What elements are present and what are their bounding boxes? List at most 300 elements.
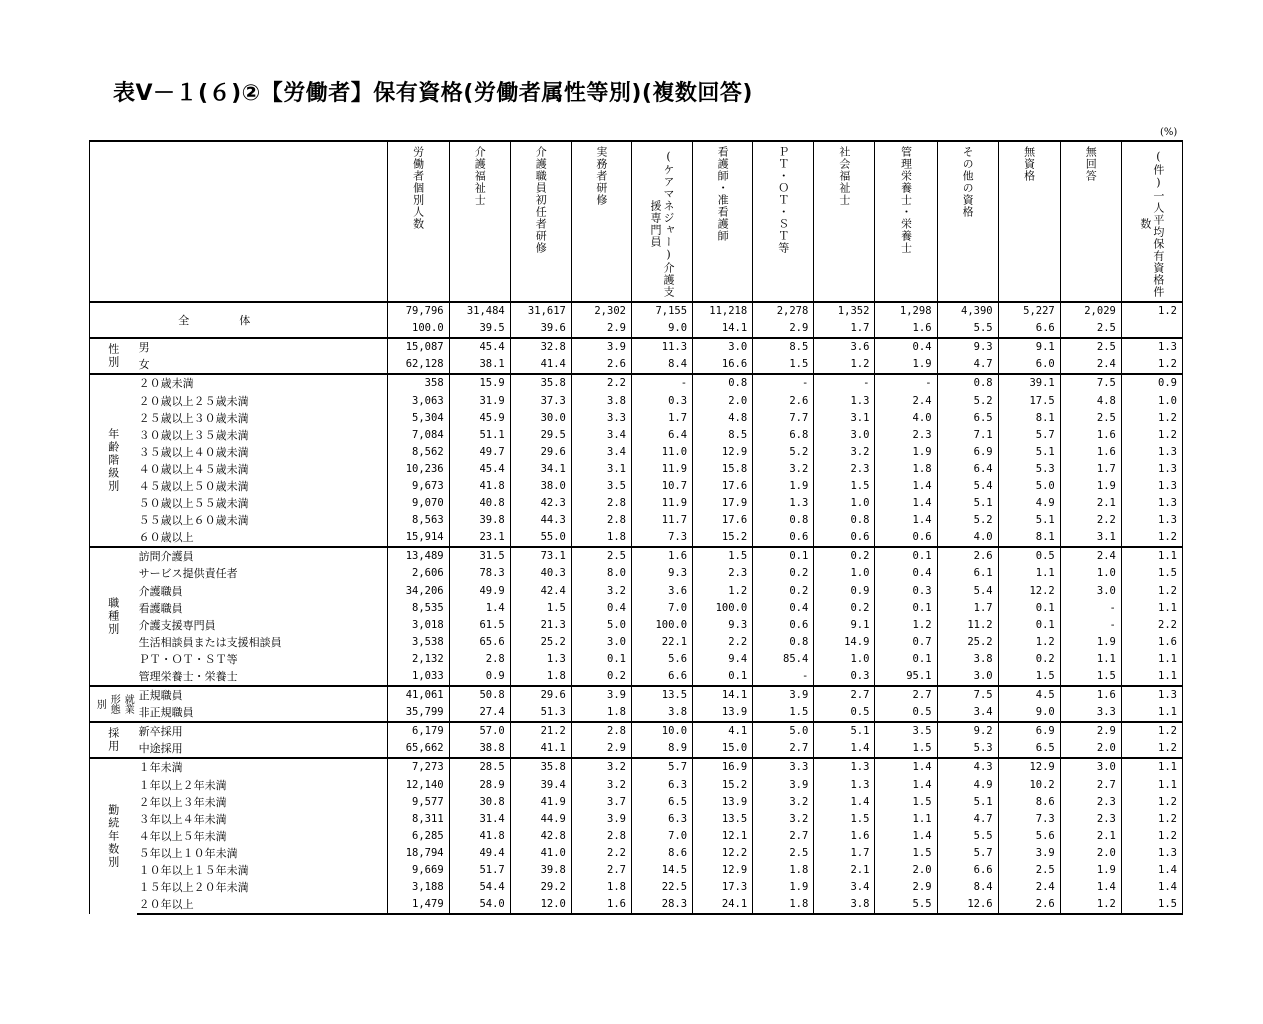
table-cell: 12.9 <box>693 862 753 879</box>
table-cell: 5.7 <box>998 427 1060 444</box>
row-label: 生活相談員または支援相談員 <box>137 634 387 651</box>
table-cell: 6,285 <box>387 828 449 845</box>
table-cell: 3.7 <box>571 794 631 811</box>
table-cell: 2.9 <box>875 879 937 896</box>
table-cell: 41.8 <box>449 478 510 495</box>
table-row <box>90 896 1183 914</box>
table-cell: 1.5 <box>814 478 875 495</box>
table-cell: 6.6 <box>998 320 1060 338</box>
table-cell: 44.3 <box>510 512 571 529</box>
table-cell: 0.4 <box>875 338 937 356</box>
table-cell: 39.6 <box>510 320 571 338</box>
table-cell: 11.3 <box>631 338 692 356</box>
table-cell: 0.1 <box>875 651 937 668</box>
table-cell: 1.9 <box>1060 862 1121 879</box>
table-cell: 0.5 <box>998 547 1060 565</box>
table-cell: 5.6 <box>998 828 1060 845</box>
table-row <box>90 722 1183 740</box>
table-cell: 3.0 <box>937 668 998 686</box>
table-cell: 30.8 <box>449 794 510 811</box>
table-cell: 0.9 <box>814 583 875 600</box>
table-cell: 21.3 <box>510 617 571 634</box>
table-cell: 1.5 <box>875 740 937 758</box>
row-label: 訪問介護員 <box>137 547 387 565</box>
table-cell: 1.1 <box>1121 600 1182 617</box>
total-label: 全体 <box>90 302 388 338</box>
row-label: ３年以上４年未満 <box>137 811 387 828</box>
table-cell: 2.4 <box>998 879 1060 896</box>
table-cell: 1.1 <box>1121 547 1182 565</box>
table-cell: 1.9 <box>1060 478 1121 495</box>
table-cell: 0.2 <box>998 651 1060 668</box>
table-cell: 1.4 <box>1121 862 1182 879</box>
table-cell: 65.6 <box>449 634 510 651</box>
table-cell: 3,018 <box>387 617 449 634</box>
table-cell: 1.2 <box>1121 302 1182 320</box>
table-cell: 6.4 <box>937 461 998 478</box>
table-cell: 1.9 <box>1060 634 1121 651</box>
table-cell: 2.5 <box>998 862 1060 879</box>
table-cell: 5.0 <box>753 722 814 740</box>
row-label: ４０歳以上４５歳未満 <box>137 461 387 478</box>
table-cell: 6.5 <box>998 740 1060 758</box>
table-cell: 3.9 <box>998 845 1060 862</box>
table-cell: 1.3 <box>753 495 814 512</box>
table-cell: 4.9 <box>937 777 998 794</box>
table-cell: 0.1 <box>693 668 753 686</box>
table-cell: 39.8 <box>510 862 571 879</box>
table-cell: 6.5 <box>937 410 998 427</box>
table-cell: 1.1 <box>1121 668 1182 686</box>
table-cell: 1.8 <box>571 704 631 722</box>
table-cell: 1.9 <box>753 879 814 896</box>
table-cell: 3.4 <box>571 444 631 461</box>
table-cell: 3.1 <box>814 410 875 427</box>
table-cell: 5.7 <box>631 758 692 776</box>
table-cell: 1.5 <box>875 845 937 862</box>
table-cell: 2.8 <box>571 722 631 740</box>
table-cell: 41.8 <box>449 828 510 845</box>
table-cell: 2.6 <box>937 547 998 565</box>
table-cell: 54.0 <box>449 896 510 914</box>
table-cell: 38.1 <box>449 356 510 374</box>
table-cell: 4.1 <box>693 722 753 740</box>
table-cell: 27.4 <box>449 704 510 722</box>
table-cell: 13.9 <box>693 794 753 811</box>
table-cell: 23.1 <box>449 529 510 547</box>
table-cell: 2.0 <box>693 392 753 409</box>
table-cell: 6.5 <box>631 794 692 811</box>
table-row <box>90 356 1183 374</box>
table-cell: 11.7 <box>631 512 692 529</box>
table-row <box>90 617 1183 634</box>
row-label: 女 <box>137 356 387 374</box>
table-cell: 17.9 <box>693 495 753 512</box>
table-cell: 8.9 <box>631 740 692 758</box>
table-cell: 100.0 <box>693 600 753 617</box>
table-cell: 1.3 <box>1121 495 1182 512</box>
row-label: ５０歳以上５５歳未満 <box>137 495 387 512</box>
table-cell: 3.9 <box>753 686 814 704</box>
table-cell: 3.9 <box>571 686 631 704</box>
table-cell: 12.2 <box>693 845 753 862</box>
table-cell: 2.3 <box>875 427 937 444</box>
table-cell: 0.1 <box>753 547 814 565</box>
table-cell: 7.0 <box>631 828 692 845</box>
table-cell: 10.0 <box>631 722 692 740</box>
table-cell: 35.8 <box>510 758 571 776</box>
table-cell: 5.2 <box>937 512 998 529</box>
table-cell: 3.9 <box>571 338 631 356</box>
table-cell: 0.1 <box>875 600 937 617</box>
table-cell: 14.1 <box>693 320 753 338</box>
table-cell: 9.0 <box>631 320 692 338</box>
table-cell: 3.2 <box>753 794 814 811</box>
table-cell: 8.4 <box>937 879 998 896</box>
group-label <box>90 686 137 722</box>
table-cell: 1,352 <box>814 302 875 320</box>
table-cell: 49.4 <box>449 845 510 862</box>
table-cell: 78.3 <box>449 565 510 582</box>
table-cell: 17.6 <box>693 478 753 495</box>
table-cell: 1.6 <box>631 547 692 565</box>
table-cell: 9,669 <box>387 862 449 879</box>
table-cell: 3.4 <box>937 704 998 722</box>
table-cell: 5.2 <box>753 444 814 461</box>
table-cell: 5.5 <box>875 896 937 914</box>
table-cell: 0.9 <box>1121 374 1182 392</box>
table-row <box>90 427 1183 444</box>
table-cell: 1.8 <box>753 896 814 914</box>
table-row <box>90 600 1183 617</box>
table-cell: 1.4 <box>875 828 937 845</box>
row-label: １５年以上２０年未満 <box>137 879 387 896</box>
table-cell: 15.9 <box>449 374 510 392</box>
table-cell: 65,662 <box>387 740 449 758</box>
table-row <box>90 828 1183 845</box>
row-label: １年以上２年未満 <box>137 777 387 794</box>
table-cell: - <box>753 668 814 686</box>
table-cell: 1.6 <box>1060 686 1121 704</box>
table-cell: 41.0 <box>510 845 571 862</box>
table-cell: 1,033 <box>387 668 449 686</box>
table-cell: 0.8 <box>753 512 814 529</box>
table-cell: 5,227 <box>998 302 1060 320</box>
table-cell: 4,390 <box>937 302 998 320</box>
table-cell: 50.8 <box>449 686 510 704</box>
table-cell: 15.2 <box>693 777 753 794</box>
table-cell: 2.1 <box>1060 828 1121 845</box>
table-cell: 0.6 <box>753 617 814 634</box>
table-cell: 31.9 <box>449 392 510 409</box>
table-cell: 1.2 <box>1121 828 1182 845</box>
table-cell: 2.3 <box>1060 794 1121 811</box>
table-cell: 1.2 <box>1121 722 1182 740</box>
table-cell: 38.8 <box>449 740 510 758</box>
table-cell: 1.0 <box>1121 392 1182 409</box>
table-cell: 3.0 <box>814 427 875 444</box>
group-label: 職種別 <box>90 547 137 686</box>
row-label: 中途採用 <box>137 740 387 758</box>
table-cell: 1.1 <box>1121 777 1182 794</box>
table-cell: 1.3 <box>1121 478 1182 495</box>
table-cell: 0.9 <box>449 668 510 686</box>
table-cell: 61.5 <box>449 617 510 634</box>
group-label-part: 形態 <box>108 694 120 715</box>
table-cell: 1.6 <box>1060 427 1121 444</box>
table-cell: 1.6 <box>875 320 937 338</box>
table-cell: 1.2 <box>693 583 753 600</box>
table-cell: 1.5 <box>693 547 753 565</box>
table-cell: 5.5 <box>937 320 998 338</box>
col-header-9: その他の資格 <box>937 141 998 302</box>
table-cell: 1.4 <box>875 512 937 529</box>
table-cell: 1.2 <box>1121 583 1182 600</box>
table-cell: 7.7 <box>753 410 814 427</box>
table-cell: 6.1 <box>937 565 998 582</box>
table-cell: 0.1 <box>998 600 1060 617</box>
table-row <box>90 845 1183 862</box>
table-cell: 3.2 <box>571 583 631 600</box>
table-cell: 5.2 <box>937 392 998 409</box>
table-cell: 41,061 <box>387 686 449 704</box>
table-cell: 13.5 <box>631 686 692 704</box>
table-cell: 42.8 <box>510 828 571 845</box>
table-cell: 3.6 <box>631 583 692 600</box>
table-cell: 1.0 <box>814 565 875 582</box>
table-cell: 1.4 <box>449 600 510 617</box>
group-label: 性別 <box>90 338 137 374</box>
table-cell: 6.6 <box>631 668 692 686</box>
table-cell: 1.6 <box>1060 444 1121 461</box>
table-row <box>90 634 1183 651</box>
table-cell: 2,278 <box>753 302 814 320</box>
table-cell: 0.5 <box>814 704 875 722</box>
group-label-part: 別 <box>94 699 106 710</box>
group-label: 採用 <box>90 722 137 758</box>
col-header-4: (ケアマネジャー)介護支援専門員 <box>631 141 692 302</box>
table-cell: 1.2 <box>814 356 875 374</box>
table-cell: 0.8 <box>693 374 753 392</box>
table-cell: 7.3 <box>998 811 1060 828</box>
row-label: ２年以上３年未満 <box>137 794 387 811</box>
table-cell: 1.8 <box>753 862 814 879</box>
table-cell: 1.3 <box>1121 512 1182 529</box>
table-cell: 0.2 <box>753 583 814 600</box>
table-cell: 0.1 <box>998 617 1060 634</box>
table-cell: 9,070 <box>387 495 449 512</box>
table-cell: 1.0 <box>814 495 875 512</box>
table-cell: 54.4 <box>449 879 510 896</box>
table-cell: 1.8 <box>510 668 571 686</box>
table-cell: 13,489 <box>387 547 449 565</box>
qualification-table <box>89 140 1183 915</box>
table-cell: 1.4 <box>814 740 875 758</box>
table-cell: 6.8 <box>753 427 814 444</box>
table-cell: 35,799 <box>387 704 449 722</box>
table-cell: 39.4 <box>510 777 571 794</box>
table-cell: 13.9 <box>693 704 753 722</box>
table-cell: 9.4 <box>693 651 753 668</box>
table-cell: 7,273 <box>387 758 449 776</box>
table-cell: 51.7 <box>449 862 510 879</box>
table-cell: 3.3 <box>753 758 814 776</box>
table-cell: 40.8 <box>449 495 510 512</box>
table-cell: 3.1 <box>1060 529 1121 547</box>
table-cell: 7.3 <box>631 529 692 547</box>
table-cell: 8,535 <box>387 600 449 617</box>
row-label: サービス提供責任者 <box>137 565 387 582</box>
table-cell: 3.5 <box>571 478 631 495</box>
table-cell: 1.5 <box>510 600 571 617</box>
table-cell: 1.9 <box>875 356 937 374</box>
table-cell: 1.1 <box>875 811 937 828</box>
table-row <box>90 758 1183 776</box>
table-cell: 4.5 <box>998 686 1060 704</box>
table-cell: 2.5 <box>1060 320 1121 338</box>
table-cell: 6.9 <box>937 444 998 461</box>
table-cell: 3.4 <box>814 879 875 896</box>
table-cell: 9.2 <box>937 722 998 740</box>
table-cell: 1,479 <box>387 896 449 914</box>
table-cell: - <box>1060 617 1121 634</box>
table-cell: 1.4 <box>814 794 875 811</box>
table-cell: 3.0 <box>1060 583 1121 600</box>
table-cell: 9.3 <box>693 617 753 634</box>
table-cell: 41.4 <box>510 356 571 374</box>
table-cell: 42.4 <box>510 583 571 600</box>
table-cell: 1.3 <box>510 651 571 668</box>
table-cell: 95.1 <box>875 668 937 686</box>
table-cell: 0.8 <box>814 512 875 529</box>
table-cell: 1.8 <box>875 461 937 478</box>
table-row <box>90 547 1183 565</box>
table-cell: 5.1 <box>998 444 1060 461</box>
table-cell: 14.1 <box>693 686 753 704</box>
table-cell: 12.2 <box>998 583 1060 600</box>
table-cell: 0.1 <box>875 547 937 565</box>
table-cell: 3.2 <box>814 444 875 461</box>
table-cell: 3,538 <box>387 634 449 651</box>
table-cell: 12.9 <box>693 444 753 461</box>
table-cell: 0.2 <box>753 565 814 582</box>
table-cell: 28.9 <box>449 777 510 794</box>
table-cell: 11.2 <box>937 617 998 634</box>
row-label: 管理栄養士・栄養士 <box>137 668 387 686</box>
table-cell: 1.5 <box>753 704 814 722</box>
table-cell: 16.6 <box>693 356 753 374</box>
table-cell: 85.4 <box>753 651 814 668</box>
table-cell: 5.5 <box>937 828 998 845</box>
table-cell: 3,063 <box>387 392 449 409</box>
table-row <box>90 392 1183 409</box>
table-cell: 24.1 <box>693 896 753 914</box>
table-cell: 2.7 <box>571 862 631 879</box>
table-cell: 1.1 <box>1121 651 1182 668</box>
row-label: ２５歳以上３０歳未満 <box>137 410 387 427</box>
table-cell: 21.2 <box>510 722 571 740</box>
table-cell: 0.3 <box>631 392 692 409</box>
table-cell: 11.9 <box>631 461 692 478</box>
table-cell: 3.4 <box>571 427 631 444</box>
table-cell: 3.0 <box>693 338 753 356</box>
table-cell: 3.2 <box>571 777 631 794</box>
col-header-1: 介護福祉士 <box>449 141 510 302</box>
table-cell: 9.3 <box>631 565 692 582</box>
table-cell: 3.1 <box>571 461 631 478</box>
table-cell: 14.5 <box>631 862 692 879</box>
table-cell: 1.2 <box>998 634 1060 651</box>
table-cell: 15,087 <box>387 338 449 356</box>
table-cell: 3.6 <box>814 338 875 356</box>
table-cell: 15.2 <box>693 529 753 547</box>
table-cell: 9.1 <box>998 338 1060 356</box>
table-cell: 10.2 <box>998 777 1060 794</box>
table-cell: 2.0 <box>1060 740 1121 758</box>
table-cell: 29.6 <box>510 686 571 704</box>
table-cell: 79,796 <box>387 302 449 320</box>
table-cell: 1,298 <box>875 302 937 320</box>
table-cell: 2.2 <box>571 845 631 862</box>
row-label: ５５歳以上６０歳未満 <box>137 512 387 529</box>
table-cell: 1.9 <box>753 478 814 495</box>
table-cell: 5.0 <box>571 617 631 634</box>
group-label: 勤続年数別 <box>90 758 137 914</box>
table-cell: 2.2 <box>693 634 753 651</box>
table-cell: 4.7 <box>937 356 998 374</box>
table-row <box>90 740 1183 758</box>
row-label: ２０歳以上２５歳未満 <box>137 392 387 409</box>
table-cell: 12.0 <box>510 896 571 914</box>
table-cell: 1.1 <box>1060 651 1121 668</box>
table-cell: 0.4 <box>753 600 814 617</box>
table-cell: 2.3 <box>693 565 753 582</box>
table-cell: 1.2 <box>1121 427 1182 444</box>
table-cell: 10,236 <box>387 461 449 478</box>
table-cell: 5.4 <box>937 478 998 495</box>
table-row <box>90 668 1183 686</box>
row-label: 非正規職員 <box>137 704 387 722</box>
col-header-8: 管理栄養士・栄養士 <box>875 141 937 302</box>
row-label: １０年以上１５年未満 <box>137 862 387 879</box>
table-cell: 55.0 <box>510 529 571 547</box>
table-cell: 3.8 <box>937 651 998 668</box>
table-cell: 1.6 <box>571 896 631 914</box>
table-cell: 7.5 <box>1060 374 1121 392</box>
table-cell: 2.9 <box>571 740 631 758</box>
table-cell: 2.0 <box>875 862 937 879</box>
table-cell: 2.3 <box>1060 811 1121 828</box>
table-cell: 0.2 <box>814 547 875 565</box>
table-row <box>90 495 1183 512</box>
table-cell: 38.0 <box>510 478 571 495</box>
table-cell: 1.3 <box>1121 686 1182 704</box>
table-cell: 2.8 <box>449 651 510 668</box>
table-row <box>90 651 1183 668</box>
table-cell: 2.9 <box>753 320 814 338</box>
table-cell: 5.6 <box>631 651 692 668</box>
row-label: ３５歳以上４０歳未満 <box>137 444 387 461</box>
table-cell: 49.7 <box>449 444 510 461</box>
table-cell: 1.2 <box>1121 410 1182 427</box>
table-cell: 6.4 <box>631 427 692 444</box>
table-cell: 9,577 <box>387 794 449 811</box>
table-cell: 1.5 <box>1060 668 1121 686</box>
table-cell: - <box>631 374 692 392</box>
table-cell: 3.2 <box>753 461 814 478</box>
table-cell: 0.6 <box>814 529 875 547</box>
table-cell: 5.1 <box>998 512 1060 529</box>
